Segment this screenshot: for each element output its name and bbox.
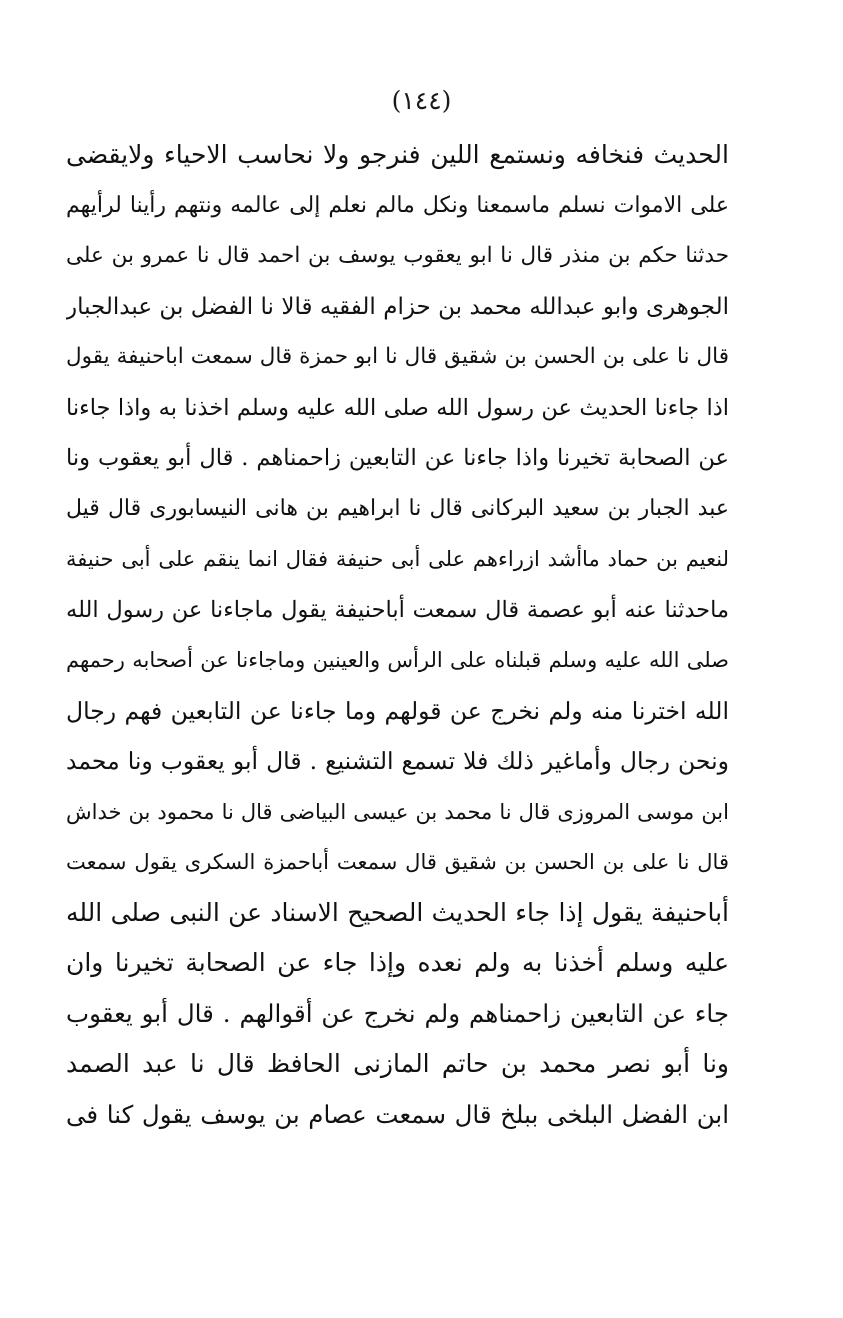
text-line-12: الله اخترنا منه ولم نخرج عن قولهم وما جاءنا عن التابعين فهم رجال	[66, 696, 729, 725]
text-line-20: ابن الفضل البلخى ببلخ قال سمعت عصام بن يوسف يقول كنا فى	[66, 1099, 729, 1129]
text-line-15: قال نا على بن الحسن بن شقيق قال سمعت أباحمزة السكرى يقول سمعت	[66, 850, 729, 874]
text-line-16: أباحنيفة يقول إذا جاء الحديث الصحيح الاسناد عن النبى صلى الله	[66, 897, 729, 927]
text-line-13: ونحن رجال وأماغير ذلك فلا تسمع التشنيع . قال أبو يعقوب ونا محمد	[66, 747, 729, 775]
page-number: (١٤٤)	[391, 86, 452, 115]
text-line-19: ونا أبو نصر محمد بن حاتم المازنى الحافظ قال نا عبد الصمد	[66, 1049, 729, 1078]
text-line-4: الجوهرى وابو عبدالله محمد بن حزام الفقيه قالا نا الفضل بن عبدالجبار	[66, 293, 729, 320]
text-line-3: حدثنا حكم بن منذر قال نا ابو يعقوب يوسف بن احمد قال نا عمرو بن على	[66, 243, 729, 268]
text-line-9: لنعيم بن حماد ماأشد ازراءهم على أبى حنيفة فقال انما ينقم على أبى حنيفة	[66, 547, 729, 571]
text-line-7: عن الصحابة تخيرنا واذا جاءنا عن التابعين زاحمناهم . قال أبو يعقوب ونا	[66, 445, 729, 471]
body-text	[66, 130, 729, 1140]
text-line-5: قال نا على بن الحسن بن شقيق قال نا ابو حمزة قال سمعت اباحنيفة يقول	[66, 344, 729, 369]
text-line-17: عليه وسلم أخذنا به ولم نعده وإذا جاء عن الصحابة تخيرنا وان	[66, 948, 729, 977]
text-line-11: صلى الله عليه وسلم قبلناه على الرأس والعينين وماجاءنا عن أصحابه رحمهم	[66, 648, 729, 672]
text-line-1: الحديث فنخافه ونستمع اللين فنرجو ولا نحاسب الاحياء ولايقضى	[66, 140, 729, 169]
text-line-2: على الاموات نسلم ماسمعنا ونكل مالم نعلم إلى عالمه ونتهم رأينا لرأيهم	[66, 192, 729, 218]
text-line-6: اذا جاءنا الحديث عن رسول الله صلى الله عليه وسلم اخذنا به واذا جاءنا	[66, 394, 729, 421]
text-line-10: ماحدثنا عنه أبو عصمة قال سمعت أباحنيفة يقول ماجاءنا عن رسول الله	[66, 596, 729, 623]
text-line-14: ابن موسى المروزى قال نا محمد بن عيسى البياضى قال نا محمود بن خداش	[66, 799, 729, 824]
text-line-18: جاء عن التابعين زاحمناهم ولم نخرج عن أقوالهم . قال أبو يعقوب	[66, 998, 729, 1028]
text-line-8: عبد الجبار بن سعيد البركانى قال نا ابراهيم بن هانى النيسابورى قال قيل	[66, 495, 729, 521]
